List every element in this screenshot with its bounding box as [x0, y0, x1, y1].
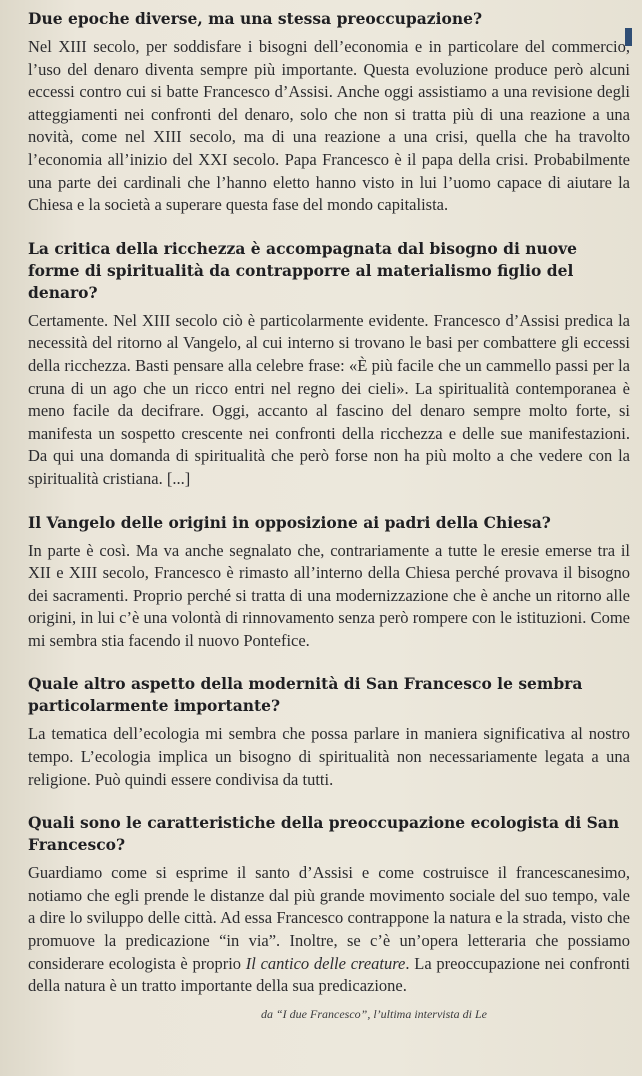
interview-question: Quale altro aspetto della modernità di San Francesco le sembra particolarmente importante? [28, 674, 583, 716]
interview-question: La critica della ricchezza è accompagnata dal bisogno di nuove forme di spiritualità da contrapporre al materialismo figlio del denaro? [28, 238, 577, 302]
interview-answer: In parte è così. Ma va anche segnalato che, contrariamente a tutte le eresie emerse tra il XII e XIII secolo, Francesco è rimasto all’interno della Chiesa perché provava il bisogno dei sacramenti. Proprio perché si tratta di una modernizzazione che è anche un ritorno alle origini, in lui c’è una volontà di rinnovamento senza però rompere con le istituzioni. Come mi sembra stia facendo il nuovo Pontefice. [28, 540, 630, 650]
answer-text: Guardiamo come si esprime il santo d’Assisi e come costruisce il francescanesimo, notiamo che egli prende le distanze dal più grande movimento sociale del suo tempo, vale a dire lo sviluppo delle città. Ad essa Francesco contrappone la natura e la strada, visto che promuove la predicazione “in via”. Inoltre, se c’è un’opera letteraria che possiamo considerare ecologista è proprio [28, 863, 630, 973]
article-body [28, 8, 630, 1033]
interview-question: Quali sono le caratteristiche della preoccupazione ecologista di San Francesco? [28, 813, 620, 855]
interview-question: Due epoche diverse, ma una stessa preoccupazione? [28, 9, 483, 28]
work-title: Il cantico delle creature [245, 953, 406, 973]
interview-answer [28, 862, 630, 998]
interview-answer: Certamente. Nel XIII secolo ciò è particolarmente evidente. Francesco d’Assisi predica la necessità del ritorno al Vangelo, al cui interno si trovano le basi per combattere gli eccessi della ricchezza. Basti pensare alla celebre frase: «È più facile che un cammello passi per la cruna di un ago che un ricco entri nel regno dei cieli». La spiritualità contemporanea è meno facile da decifrare. Oggi, accanto al fascino del denaro sempre molto forte, si manifesta un sospetto crescente nei confronti della ricchezza e delle sue manifestazioni. Da qui una domanda di spiritualità che però forse non ha più molto a che vedere con la spiritualità cristiana. [...] [28, 310, 630, 488]
source-caption: da “I due Francesco”, l’ultima intervista di Le [261, 1006, 487, 1021]
interview-answer: La tematica dell’ecologia mi sembra che possa parlare in maniera significativa al nostro tempo. L’ecologia implica un bisogno di spiritualità non necessariamente legata a una religione. Può quindi essere condivisa da tutti. [28, 724, 630, 789]
interview-answer: Nel XIII secolo, per soddisfare i bisogni dell’economia e in particolare del commercio, l’uso del denaro diventa sempre più importante. Questa evoluzione produce però alcuni eccessi contro cui si batte Francesco d’Assisi. Anche oggi assistiamo a una revisione degli atteggiamenti nei confronti del denaro, solo che non si tratta più di una reazione a una novità, come nel XIII secolo, ma di una reazione a una crisi, quella che ha travolto l’economia all’inizio del XXI secolo. Papa Francesco è il papa della crisi. Probabilmente una parte dei cardinali che l’hanno eletto hanno visto in lui l’uomo capace di aiutare la Chiesa e la società a superare questa fase del mondo capitalista. [28, 37, 630, 215]
interview-question: Il Vangelo delle origini in opposizione ai padri della Chiesa? [28, 512, 551, 532]
answer-text: . La preoccupazione nei confronti della natura è un tratto importante della sua predicazione. [28, 953, 630, 996]
